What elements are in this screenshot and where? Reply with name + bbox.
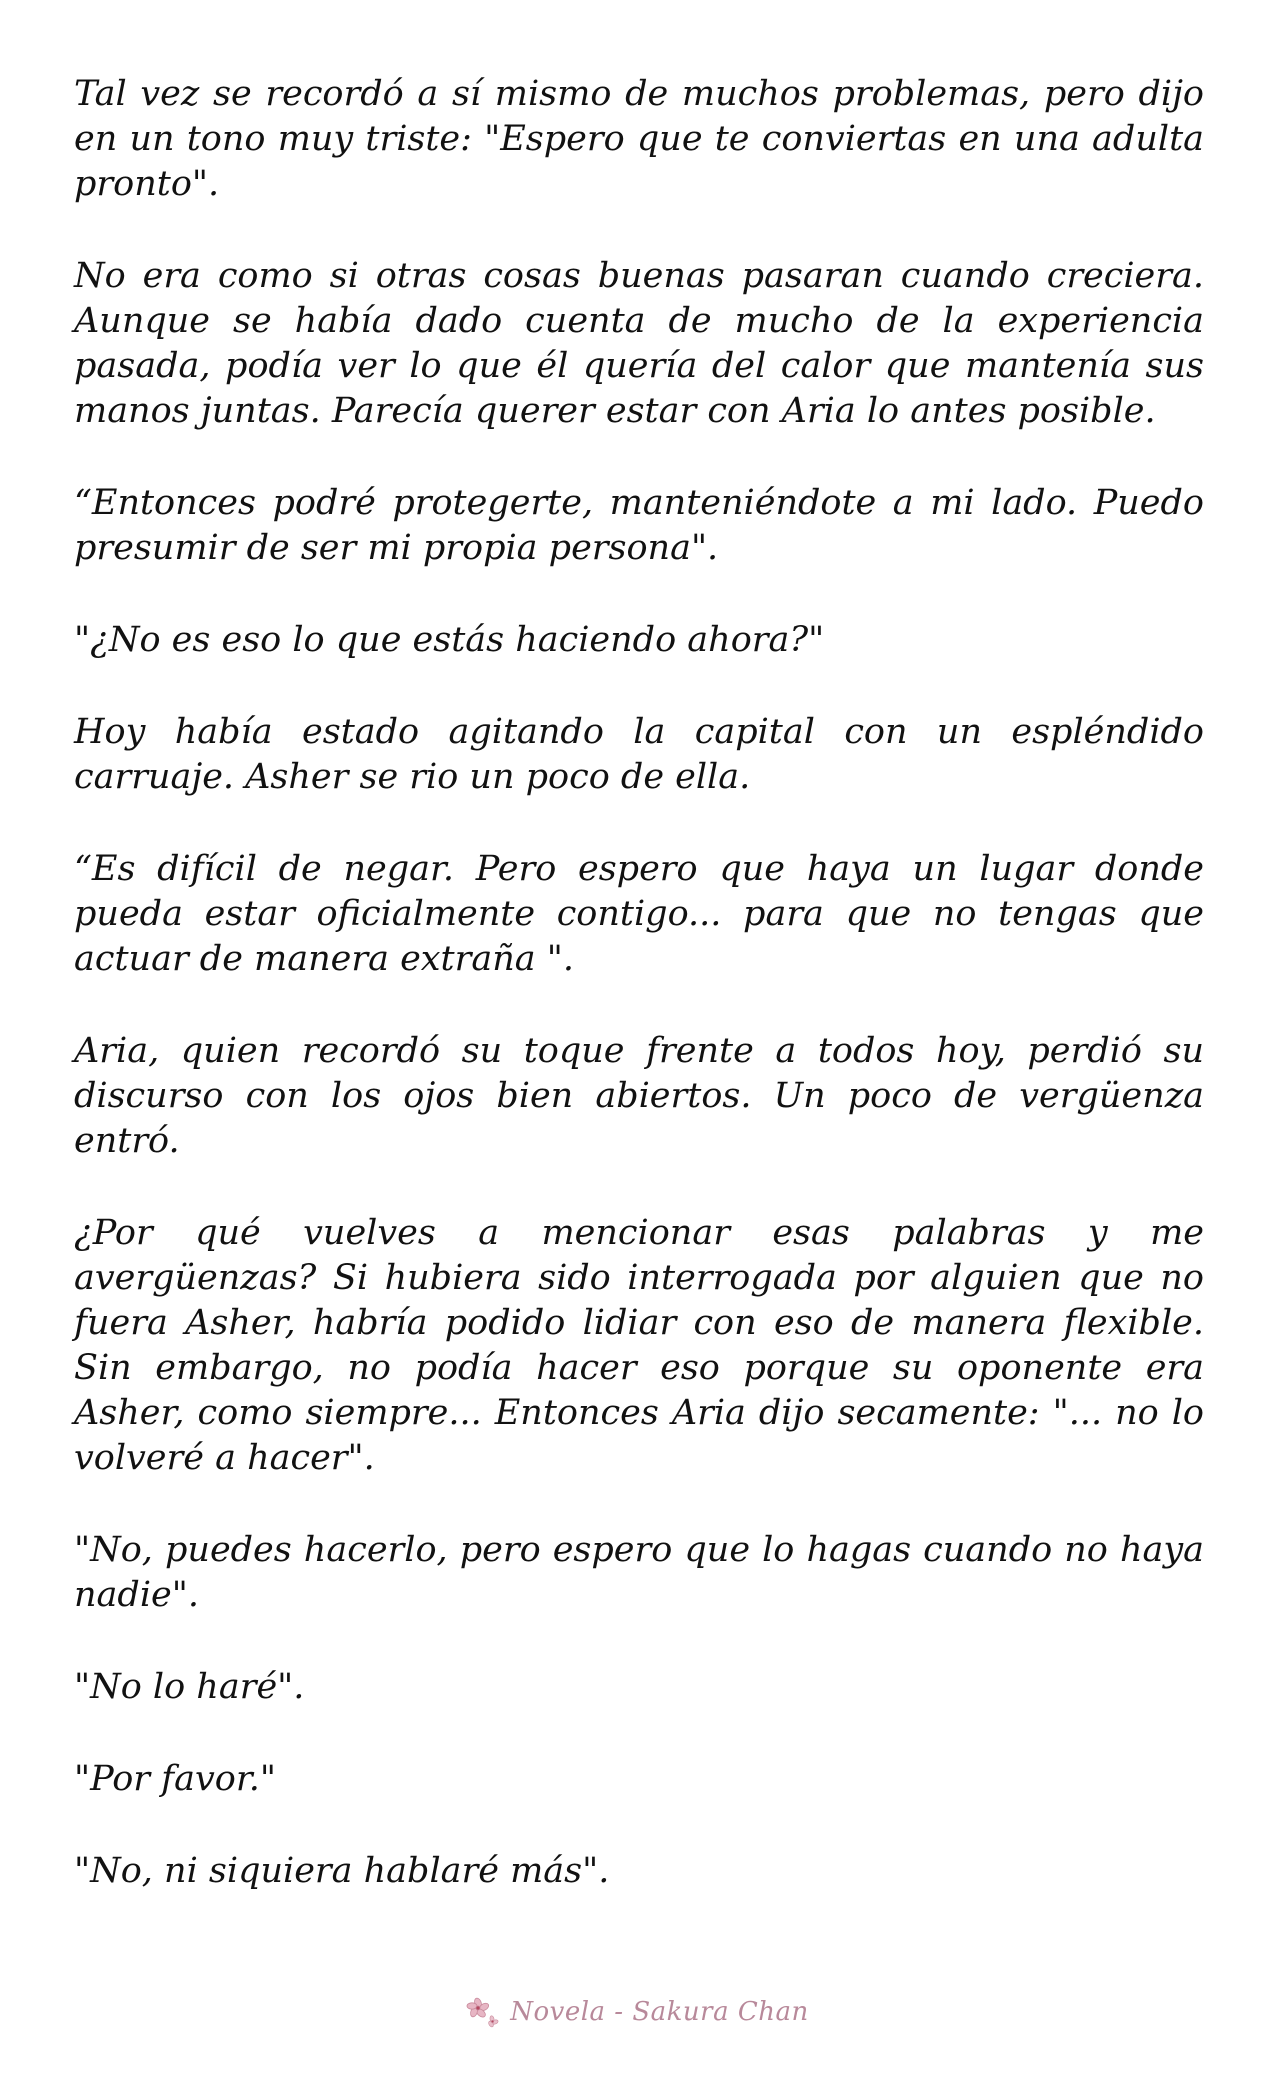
paragraph: ¿Por qué vuelves a mencionar esas palabras y me avergüenzas? Si hubiera sido interrogada por alguien que no fuera Asher, habría podido lidiar con eso de manera flexible. Sin embargo, no podía hacer eso porque su oponente era Asher, como siempre... Entonces Aria dijo secamente: "... no lo volveré a hacer".: [74, 1213, 1204, 1478]
watermark-footer: [0, 1995, 1275, 2029]
watermark-text: Novela - Sakura Chan: [510, 1997, 809, 2027]
paragraph: Aria, quien recordó su toque frente a todos hoy, perdió su discurso con los ojos bien abiertos. Un poco de vergüenza entró.: [74, 1031, 1204, 1161]
paragraph: Hoy había estado agitando la capital con un espléndido carruaje. Asher se rio un poco de ella.: [74, 712, 1204, 797]
paragraph: “Es difícil de negar. Pero espero que haya un lugar donde pueda estar oficialmente contigo... para que no tengas que actuar de manera extraña ".: [74, 849, 1204, 979]
paragraph: Tal vez se recordó a sí mismo de muchos problemas, pero dijo en un tono muy triste: "Espero que te conviertas en una adulta pronto".: [74, 74, 1204, 204]
paragraph: "No, puedes hacerlo, pero espero que lo hagas cuando no haya nadie".: [74, 1530, 1204, 1615]
sakura-flower-icon: [466, 1995, 500, 2029]
paragraph: No era como si otras cosas buenas pasaran cuando creciera. Aunque se había dado cuenta de mucho de la experiencia pasada, podía ver lo que él quería del calor que mantenía sus manos juntas. Parecía querer estar con Aria lo antes posible.: [74, 256, 1204, 431]
paragraph: "No lo haré".: [74, 1667, 305, 1707]
paragraph: “Entonces podré protegerte, manteniéndote a mi lado. Puedo presumir de ser mi propia persona".: [74, 483, 1204, 568]
paragraph: "No, ni siquiera hablaré más".: [74, 1851, 610, 1891]
paragraph: "Por favor.": [74, 1759, 276, 1799]
paragraph: "¿No es eso lo que estás haciendo ahora?": [74, 620, 825, 660]
document-body: [74, 72, 1204, 1941]
